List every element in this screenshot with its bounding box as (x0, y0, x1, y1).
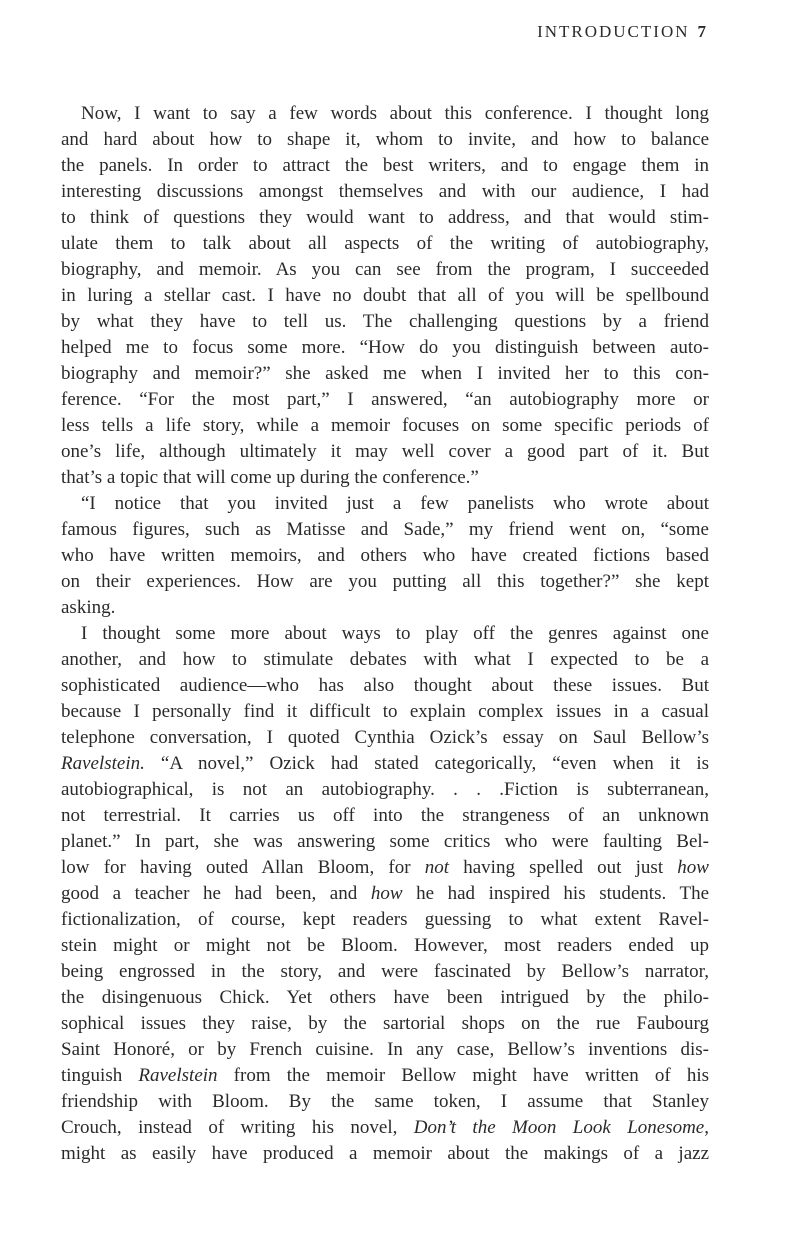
text-line: ulate them to talk about all aspects of the writing of autobiography, (61, 233, 709, 254)
text-line: the panels. In order to attract the best writers, and to engage them in (61, 155, 709, 176)
text-line: that’s a topic that will come up during the conference.” (61, 467, 479, 488)
text-line: asking. (61, 597, 116, 618)
text-line: ference. “For the most part,” I answered, “an autobiography more or (61, 389, 709, 410)
text-segment: low for having outed Allan Bloom, for (61, 857, 425, 878)
text-line (61, 855, 709, 881)
text-line: in luring a stellar cast. I have no doubt that all of you will be spellbound (61, 285, 709, 306)
text-segment: “A novel,” Ozick had stated categorically, “even when it is (144, 753, 709, 774)
text-segment: from the memoir Bellow might have written of his (217, 1065, 710, 1086)
text-line: sophical issues they raise, by the sartorial shops on the rue Faubourg (61, 1013, 709, 1034)
text-line: being engrossed in the story, and were fascinated by Bellow’s narrator, (61, 961, 709, 982)
text-line: on their experiences. How are you putting all this together?” she kept (61, 571, 709, 592)
italic-title: Don’t the Moon Look Lonesome (413, 1117, 705, 1138)
text-line: I thought some more about ways to play off the genres against one (81, 623, 709, 644)
text-segment: having spelled out just (449, 857, 678, 878)
text-line: biography and memoir?” she asked me when I invited her to this con- (61, 363, 709, 384)
text-line: planet.” In part, she was answering some critics who were faulting Bel- (61, 831, 709, 852)
text-line: Now, I want to say a few words about this conference. I thought long (81, 103, 709, 124)
italic-title: Ravelstein. (61, 753, 145, 774)
text-line: not terrestrial. It carries us off into the strangeness of an unknown (61, 805, 709, 826)
text-line (61, 881, 709, 907)
text-line: telephone conversation, I quoted Cynthia Ozick’s essay on Saul Bellow’s (61, 727, 709, 748)
text-line: friendship with Bloom. By the same token, I assume that Stanley (61, 1091, 709, 1112)
text-line: might as easily have produced a memoir about the makings of a jazz (61, 1143, 709, 1164)
text-line: by what they have to tell us. The challenging questions by a friend (61, 311, 709, 332)
text-line: stein might or might not be Bloom. However, most readers ended up (61, 935, 709, 956)
text-line: interesting discussions amongst themselves and with our audience, I had (61, 181, 709, 202)
text-line (61, 1063, 709, 1089)
text-line: helped me to focus some more. “How do you distinguish between auto- (61, 337, 709, 358)
body-text (61, 101, 709, 1167)
text-line: who have written memoirs, and others who have created fictions based (61, 545, 709, 566)
text-line (61, 1115, 709, 1141)
text-segment: Crouch, instead of writing his novel, (61, 1117, 414, 1138)
text-line: “I notice that you invited just a few panelists who wrote about (81, 493, 709, 514)
text-line: because I personally find it difficult to explain complex issues in a casual (61, 701, 709, 722)
running-head (537, 20, 706, 44)
text-line: less tells a life story, while a memoir focuses on some specific periods of (61, 415, 709, 436)
text-line: autobiographical, is not an autobiography. . . .Fiction is subterranean, (61, 779, 709, 800)
italic-emphasis: how (370, 883, 403, 904)
text-line: Saint Honoré, or by French cuisine. In any case, Bellow’s inventions dis- (61, 1039, 709, 1060)
text-segment: , (704, 1117, 709, 1138)
italic-emphasis: not (424, 857, 450, 878)
text-segment: tinguish (61, 1065, 139, 1086)
text-segment: he had inspired his students. The (402, 883, 710, 904)
text-line: and hard about how to shape it, whom to invite, and how to balance (61, 129, 709, 150)
page-number: 7 (697, 22, 706, 41)
italic-title: Ravelstein (138, 1065, 218, 1086)
text-line: another, and how to stimulate debates with what I expected to be a (61, 649, 709, 670)
text-segment: good a teacher he had been, and (61, 883, 371, 904)
text-line: fictionalization, of course, kept readers guessing to what extent Ravel- (61, 909, 709, 930)
text-line: famous figures, such as Matisse and Sade,” my friend went on, “some (61, 519, 709, 540)
text-line: the disingenuous Chick. Yet others have been intrigued by the philo- (61, 987, 709, 1008)
text-line: to think of questions they would want to address, and that would stim- (61, 207, 709, 228)
text-line: one’s life, although ultimately it may well cover a good part of it. But (61, 441, 709, 462)
text-line: biography, and memoir. As you can see from the program, I succeeded (61, 259, 709, 280)
text-line (61, 751, 709, 777)
running-head-title: INTRODUCTION (537, 22, 690, 41)
text-line: sophisticated audience—who has also thought about these issues. But (61, 675, 709, 696)
italic-emphasis: how (677, 857, 709, 878)
